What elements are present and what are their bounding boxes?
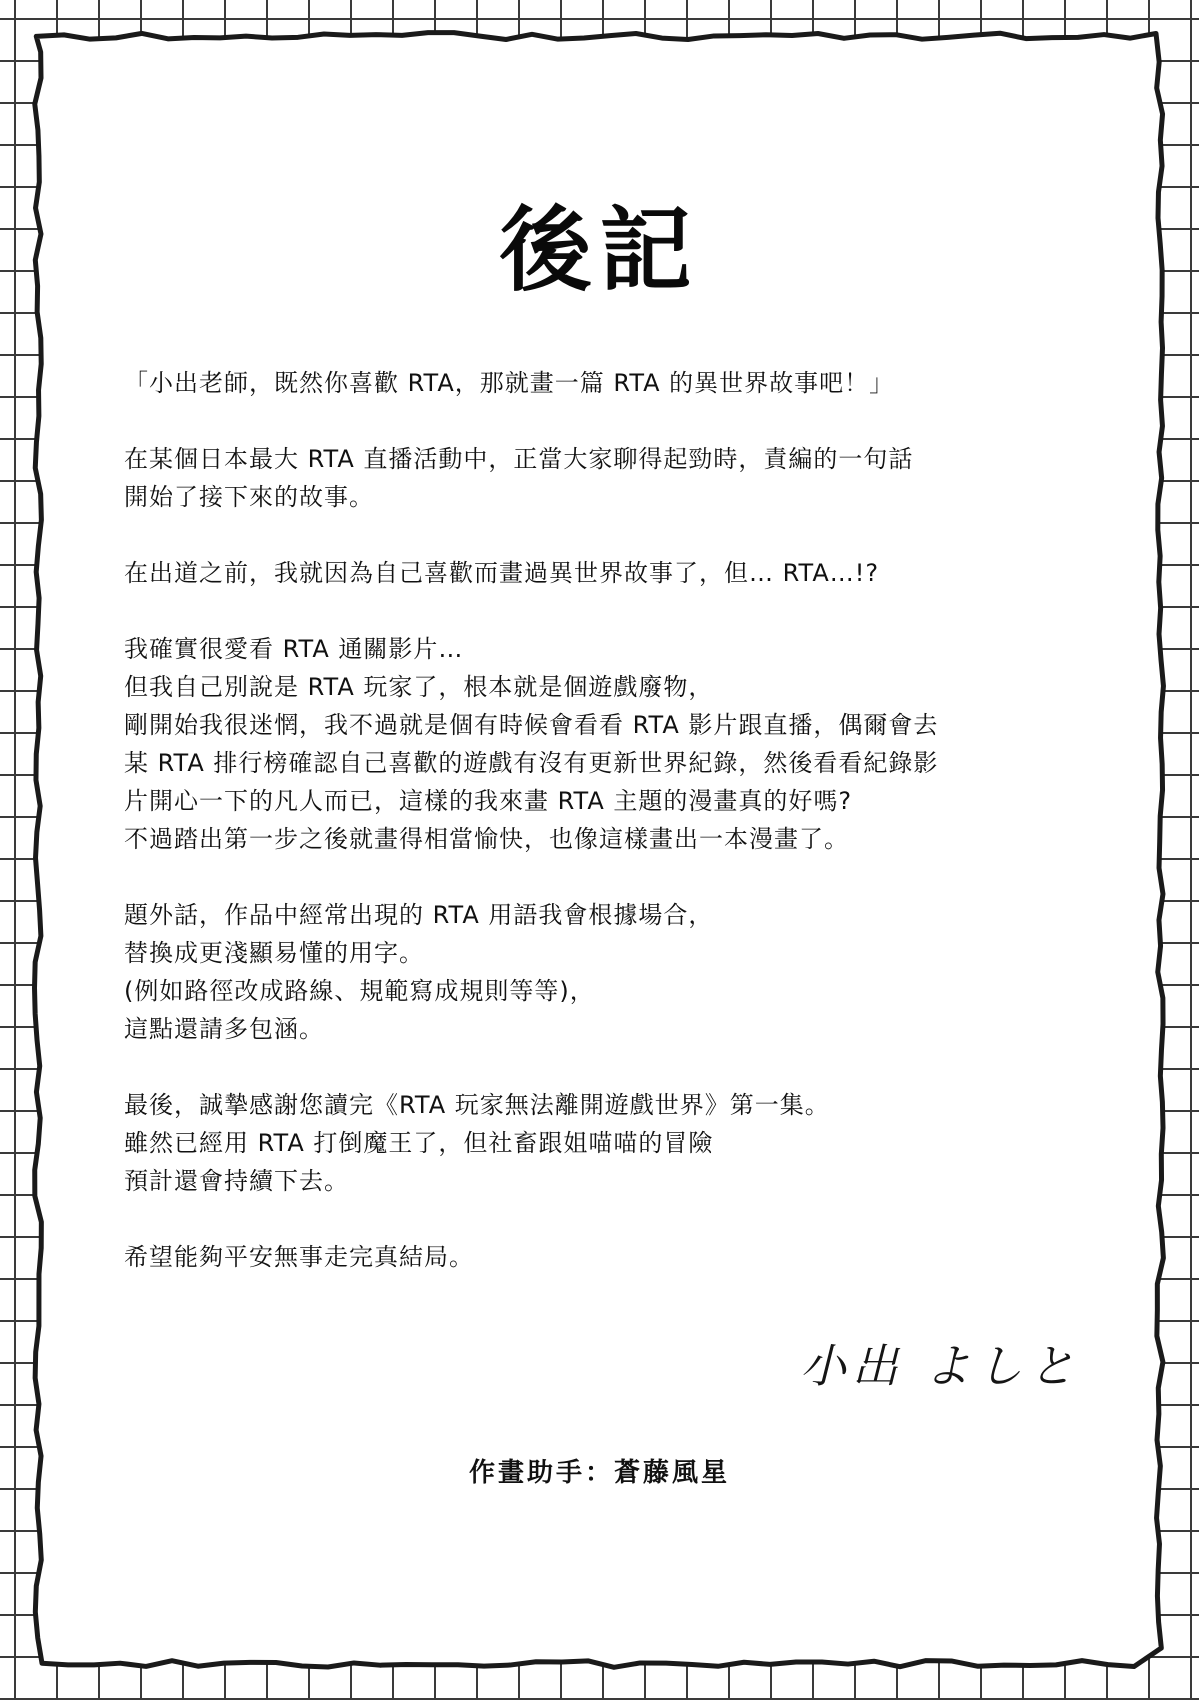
- text-line: 開始了接下來的故事。: [124, 483, 374, 511]
- text-line: 雖然已經用 RTA 打倒魔王了，但社畜跟姐喵喵的冒險: [124, 1129, 714, 1157]
- text-line: (例如路徑改成路線、規範寫成規則等等)，: [124, 977, 595, 1005]
- paragraph-7: [124, 1238, 1064, 1276]
- text-line: 替換成更淺顯易懂的用字。: [124, 939, 424, 967]
- text-line: 預計還會持續下去。: [124, 1167, 349, 1195]
- assistant-credit: 作畫助手：蒼藤風星: [468, 1458, 730, 1488]
- text-line: 在出道之前，我就因為自己喜歡而畫過異世界故事了，但… RTA…!?: [124, 559, 880, 587]
- paragraph-2: [124, 440, 1064, 516]
- text-line: 不過踏出第一步之後就畫得相當愉快，也像這樣畫出一本漫畫了。: [124, 825, 849, 853]
- paragraph-6: [124, 1086, 1064, 1200]
- text-line: 最後，誠摯感謝您讀完《RTA 玩家無法離開遊戲世界》第一集。: [124, 1091, 830, 1119]
- text-line: 題外話，作品中經常出現的 RTA 用語我會根據場合，: [124, 901, 714, 929]
- text-line: 但我自己別說是 RTA 玩家了，根本就是個遊戲廢物，: [124, 673, 714, 701]
- paragraph-5: [124, 896, 1064, 1048]
- text-line: 在某個日本最大 RTA 直播活動中，正當大家聊得起勁時，責編的一句話: [124, 445, 914, 473]
- author-signature: 小出 よしと: [800, 1339, 1081, 1393]
- text-line: 希望能夠平安無事走完真結局。: [124, 1243, 474, 1271]
- text-line: 某 RTA 排行榜確認自己喜歡的遊戲有沒有更新世界紀錄，然後看看紀錄影: [124, 749, 939, 777]
- text-line: 這點還請多包涵。: [124, 1015, 324, 1043]
- text-line: 剛開始我很迷惘，我不過就是個有時候會看看 RTA 影片跟直播，偶爾會去: [124, 711, 939, 739]
- text-line: 片開心一下的凡人而已，這樣的我來畫 RTA 主題的漫畫真的好嗎?: [124, 787, 853, 815]
- paragraph-4: [124, 630, 1064, 858]
- afterword-body: [124, 364, 1064, 1314]
- page-title: 後記: [499, 197, 700, 304]
- paragraph-3: [124, 554, 1064, 592]
- text-line: 「小出老師，既然你喜歡 RTA，那就畫一篇 RTA 的異世界故事吧！」: [124, 369, 895, 397]
- text-line: 我確實很愛看 RTA 通關影片…: [124, 635, 464, 663]
- paragraph-1: [124, 364, 1064, 402]
